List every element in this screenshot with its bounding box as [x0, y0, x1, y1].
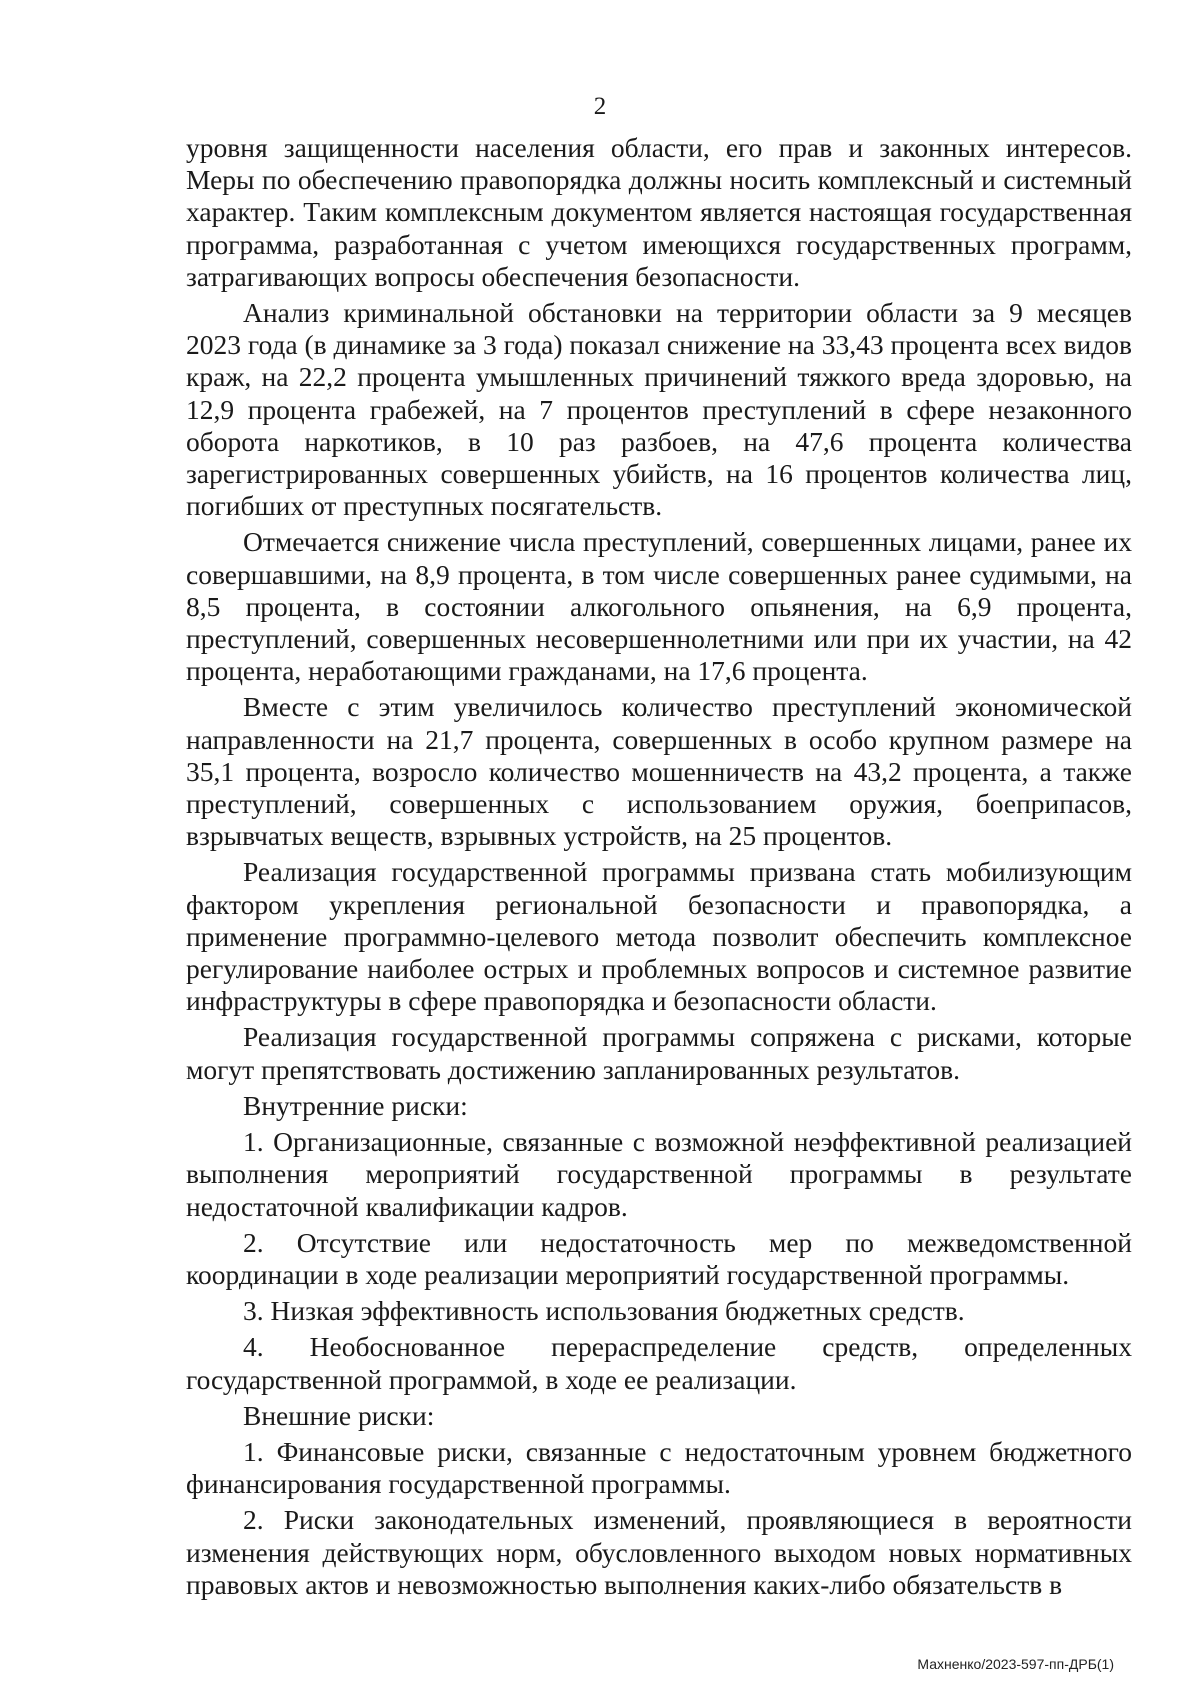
- document-code: Махненко/2023-597-пп-ДРБ(1): [917, 1656, 1114, 1672]
- paragraph-program-purpose: Реализация государственной программы призвана стать мобилизующим фактором укрепления региональной безопасности и правопорядка, а применение программно-целевого метода позволит обеспечить комплексное регулирование наиболее острых и проблемных вопросов и системное развитие инфраструктуры в сфере правопорядка и безопасности области.: [186, 856, 1132, 1017]
- page-number: 2: [593, 93, 607, 120]
- paragraph-crime-analysis: Анализ криминальной обстановки на территории области за 9 месяцев 2023 года (в динамике за 3 года) показал снижение на 33,43 процента всех видов краж, на 22,2 процента умышленных причинений тяжкого вреда здоровью, на 12,9 процента грабежей, на 7 процентов преступлений в сфере незаконного оборота наркотиков, в 10 раз разбоев, на 47,6 процента количества зарегистрированных совершенных убийств, на 16 процентов количества лиц, погибших от преступных посягательств.: [186, 297, 1132, 522]
- heading-external-risks: Внешние риски:: [243, 1399, 435, 1431]
- paragraph-risks-intro: Реализация государственной программы сопряжена с рисками, которые могут препятствовать достижению запланированных результатов.: [186, 1021, 1132, 1085]
- paragraph-crime-decrease: Отмечается снижение числа преступлений, совершенных лицами, ранее их совершавшими, на 8,9 процента, в том числе совершенных ранее судимыми, на 8,5 процента, в состоянии алкогольного опьянения, на 6,9 процента, преступлений, совершенных несовершеннолетними или при их участии, на 42 процента, неработающими гражданами, на 17,6 процента.: [186, 526, 1132, 687]
- paragraph-crime-increase: Вместе с этим увеличилось количество преступлений экономической направленности на 21,7 процента, совершенных в особо крупном размере на 35,1 процента, возросло количество мошенничеств на 43,2 процента, а также преступлений, совершенных с использованием оружия, боеприпасов, взрывчатых веществ, взрывных устройств, на 25 процентов.: [186, 691, 1132, 852]
- list-item-internal-risk-4: 4. Необоснованное перераспределение средств, определенных государственной программой, в ходе ее реализации.: [186, 1331, 1132, 1395]
- list-item-internal-risk-2: 2. Отсутствие или недостаточность мер по межведомственной координации в ходе реализации мероприятий государственной программы.: [186, 1226, 1132, 1290]
- heading-internal-risks: Внутренние риски:: [243, 1089, 468, 1121]
- list-item-external-risk-2: 2. Риски законодательных изменений, проявляющиеся в вероятности изменения действующих норм, обусловленного выходом новых нормативных правовых актов и невозможностью выполнения каких-либо обязательств в: [186, 1504, 1132, 1600]
- list-item-internal-risk-1: 1. Организационные, связанные с возможной неэффективной реализацией выполнения мероприятий государственной программы в результате недостаточной квалификации кадров.: [186, 1126, 1132, 1222]
- document-body: [186, 132, 1132, 1601]
- list-item-internal-risk-3: 3. Низкая эффективность использования бюджетных средств.: [243, 1295, 965, 1327]
- paragraph-continuation: уровня защищенности населения области, его прав и законных интересов. Меры по обеспечению правопорядка должны носить комплексный и системный характер. Таким комплексным документом является настоящая государственная программа, разработанная с учетом имеющихся государственных программ, затрагивающих вопросы обеспечения безопасности.: [186, 132, 1132, 292]
- list-item-external-risk-1: 1. Финансовые риски, связанные с недостаточным уровнем бюджетного финансирования государственной программы.: [186, 1435, 1132, 1500]
